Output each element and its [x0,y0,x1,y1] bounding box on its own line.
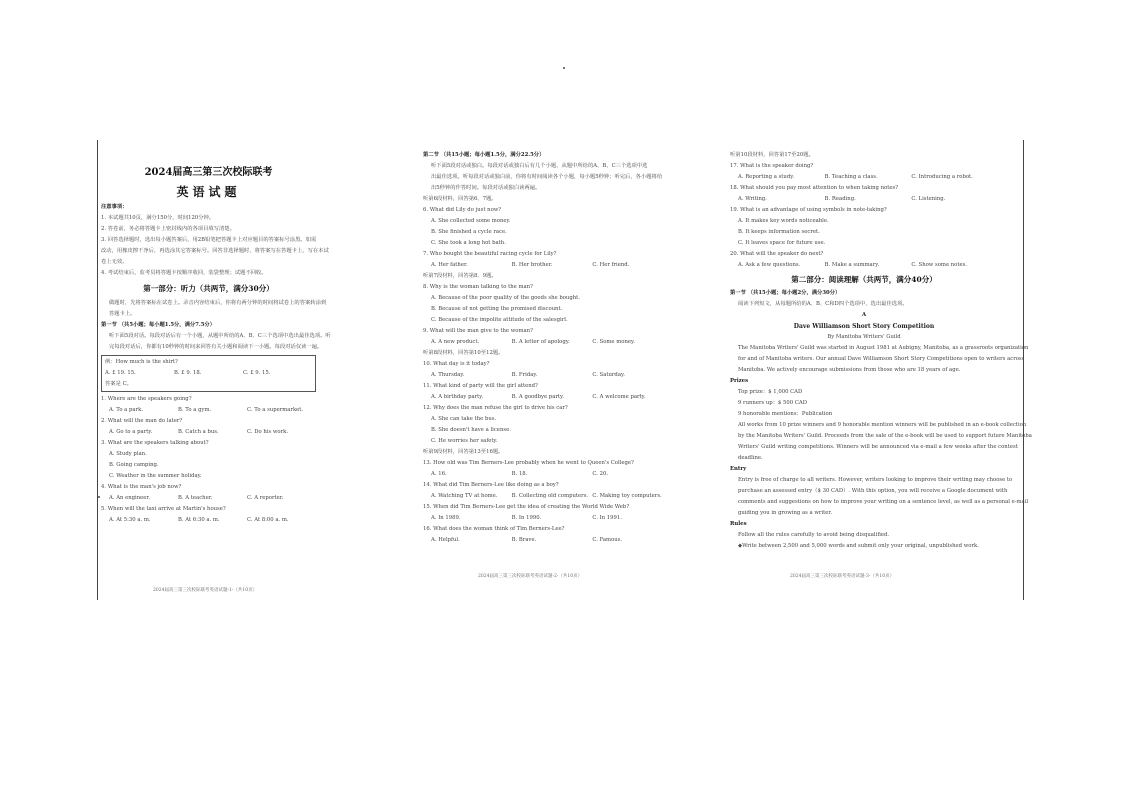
option-line: A. She collected some money. [431,218,511,224]
option-line: A. Study plan. [109,451,147,457]
question-text: 15. When did Tim Berners-Lee get the idea of creating the World Wide Web? [423,504,630,510]
option: C. Introducing a robot. [911,174,973,180]
question-text: 20. What will the speaker do next? [730,251,824,257]
page-footer: 2024届高三第三次校际联考英语试题-1-（共10页） [153,588,258,593]
example-box [101,355,316,392]
notice-line: 卷上无效。 [101,259,128,265]
option: C. 20. [592,471,608,477]
paragraph-line: The Manitoba Writers' Guild was started in August 1981 at Aubigny, Manitoba, as a grassroots organization [738,345,1029,351]
option: B. 18. [511,471,528,477]
question-list [423,194,673,546]
option: C. Saturday. [592,372,625,378]
question-text: 8. Why is the woman talking to the man? [423,284,533,290]
question-text: 14. What did Tim Berners-Lee like doing as a boy? [423,482,559,488]
rule-line: ◆Write between 2,500 and 5,000 words and submit only your original, unpublished work. [738,543,979,549]
passage-paragraph [730,343,1029,376]
option-line: C. Because of the impolite attitude of the salesgirl. [431,317,568,323]
intro-line: 出最佳选项。听每段对话或独白前，你将有时间阅读各个小题，每小题5秒钟；听完后，各小题将给 [431,174,663,180]
option-line: C. He worries her safety. [431,438,498,444]
option: C. Her friend. [592,262,630,268]
option-line: A. Because of the poor quality of the goods she bought. [431,295,580,301]
material-heading: 听第6段材料，回答第6、7题。 [423,196,497,202]
question-text: 11. What kind of party will the girl attend? [423,383,538,389]
page-column-3 [730,140,1032,610]
option: B. Reading. [824,196,856,202]
section2-heading: 第二节 （共15小题；每小题1.5分，满分22.5分） [423,152,545,158]
option: B. Make a summary. [824,262,880,268]
option-row [423,337,673,348]
prizes-heading: Prizes [730,378,749,384]
option: B. A letter of apology. [511,339,570,345]
rules-heading: Rules [730,521,747,527]
option-line: C. She took a long hot bath. [431,240,506,246]
option: A. Writing. [738,196,767,202]
section1-intro [101,331,331,353]
question-text: 18. What should you pay most attention to when taking notes? [730,185,899,191]
option: B. Friday. [511,372,538,378]
option: B. Teaching a class. [824,174,878,180]
option-line: B. She doesn't have a license. [431,427,511,433]
example-answer: 答案是 C。 [105,381,132,387]
option-row [423,513,673,524]
example-options [105,368,312,379]
part2-title: 第二部分：阅读理解（共两节，满分40分） [791,275,937,284]
question-list [730,150,998,271]
option-line: B. Because of not getting the promised discount. [431,306,563,312]
paragraph-line: comments and suggestions on how to improve your writing on a sentence level, as well as a personal e-mail [738,499,1029,505]
option-line: C. Weather in the summer holiday. [109,473,202,479]
intro-line: 完每段对话后，你都有10秒钟的时间来回答有关小题和阅读下一小题。每段对话仅读一遍。 [109,344,323,350]
option: B. Collecting old computers. [511,493,589,499]
option-row [101,515,316,526]
option-row [730,260,998,271]
option: A. A birthday party. [431,394,484,400]
option: B. A teacher. [178,495,213,501]
question-list [101,394,316,526]
option: B. Catch a bus. [178,429,219,435]
question-text: 4. What is the man's job now? [101,484,182,490]
option-row [101,493,316,504]
option: C. In 1991. [592,515,622,521]
option: A. Her father. [431,262,468,268]
option-line: A. She can take the bus. [431,416,497,422]
option: C. Show some notes. [911,262,968,268]
option-row [423,260,673,271]
passage-paragraph [730,420,1032,464]
notice-list [101,213,329,279]
passage-label: A [861,312,867,318]
option: C. To a supermarket. [247,407,304,413]
option: B. Her brother. [511,262,553,268]
passage-title: Dave Williamson Short Story Competition [793,323,935,330]
question-text: 12. Why does the man refuse the girl to drive his car? [423,405,568,411]
option: A. Watching TV at home. [431,493,498,499]
question-text: 2. What will the man do later? [101,418,183,424]
notice-line: 2. 答卷前，务必将答题卡上密封线内的各项目填写清楚。 [101,226,235,232]
page-column-1 [98,140,331,624]
paragraph-line: Manitoba. We actively encourage submissions from those who are 18 years of age. [738,367,961,373]
rule-line: Follow all the rules carefully to avoid being disqualified. [738,532,890,538]
option: A. A new product. [431,339,480,345]
option: B. To a gym. [178,407,212,413]
option-row [101,427,316,438]
material-heading: 听第8段材料，回答第10至12题。 [423,350,504,356]
material-heading: 听第10段材料，回答第17至20题。 [730,152,814,158]
scan-speck [563,67,565,69]
paragraph-line: All works from 10 prize winners and 9 honorable mention winners will be published in an e-book collection [738,422,1027,428]
passage-byline: By Manitoba Writers' Guild [827,334,901,340]
question-text: 7. Who bought the beautiful racing cycle for Lily? [423,251,557,257]
paragraph-line: guiding you in growing as a writer. [738,510,833,516]
paragraph-line: purchase an assessed entry（$ 30 CAD）. With this option, you will receive a Google document with [738,488,1008,494]
reading-section1-heading: 第一节 （共15小题；每小题2分，满分30分） [730,290,841,296]
paragraph-line: for and of Manitoba writers. Our annual Dave Williamson Short Story Competitions open to writers across [738,356,1025,362]
question-text: 5. When will the taxi arrive at Martin's house? [101,506,226,512]
option-line: A. It makes key words noticeable. [738,218,829,224]
option-row [423,469,673,480]
option-line: B. It keeps information secret. [738,229,820,235]
notice-line: 3. 回答选择题时，选出每小题答案后，用2B铅笔把答题卡上对应题目的答案标号涂黑。如需 [101,237,317,243]
reading-intro: 阅读下列短文，从每题所给的A、B、C和D四个选项中，选出最佳选项。 [738,301,908,307]
option: A. Helpful. [431,537,460,543]
option: A. In 1989. [431,515,461,521]
part1-intro [101,298,327,320]
option: A. Thursday. [431,372,465,378]
option: C. Do his work. [247,429,289,435]
section2-intro [423,161,673,194]
question-text: 17. What is the speaker doing? [730,163,814,169]
page-column-2 [423,140,673,610]
option: A. Go to a party. [109,429,153,435]
question-text: 10. What day is it today? [423,361,490,367]
prize-line: 9 honorable mentions：Publication [738,411,833,417]
exam-title: 2024届高三第三次校际联考 [144,167,273,178]
material-heading: 听第7段材料，回答第8、9题。 [423,273,497,279]
question-text: 19. What is an advantage of using symbols in note-taking? [730,207,887,213]
notice-line: 4. 考试结束后，监考员将答题卡按顺序收回，装袋整理；试题不回收。 [101,270,267,276]
question-text: 13. How old was Tim Berners-Lee probably when he went to Queen's College? [423,460,634,466]
part1-title: 第一部分：听力（共两节，满分30分） [143,284,274,293]
option-row [101,405,316,416]
option: A. Reporting a study. [738,174,795,180]
option-row [423,370,673,381]
option: A. At 5:30 a. m. [109,517,151,523]
intro-line: 听下面5段对话或独白。每段对话或独白后有几个小题，从题中所给的A、B、C三个选项中选 [431,163,648,169]
option: C. At 8:00 a. m. [247,517,289,523]
intro-line: 做题时，先将答案标在试卷上。录音内容结束后，你将有两分钟的时间将试卷上的答案转涂到 [109,300,327,306]
prizes-list [730,387,998,420]
paragraph-line: Entry is free of charge to all writers. However, writers looking to improve their writing may choose to [738,477,1013,483]
option: C. Making toy computers. [592,493,662,499]
option: C. A reporter. [247,495,284,501]
option: B. Brave. [511,537,537,543]
option-line: B. Going camping. [109,462,159,468]
material-heading: 听第9段材料，回答第13至16题。 [423,449,504,455]
subject-title: 英语试题 [176,185,241,199]
question-text: 6. What did Lily do just now? [423,207,502,213]
entry-heading: Entry [730,466,747,472]
question-text: 9. What will the man give to the woman? [423,328,533,334]
paragraph-line: by the Manitoba Writers' Guild. Proceeds from the sale of the e-book will be used to support future Manitoba [738,433,1032,439]
notice-heading: 注意事项： [101,204,128,210]
rules-list [730,530,998,552]
option-row [423,392,673,403]
question-text: 3. What are the speakers talking about? [101,440,209,446]
question-text: 1. Where are the speakers going? [101,396,192,402]
option: C. A welcome party. [592,394,646,400]
prize-line: 9 runners up：$ 500 CAD [738,400,807,406]
page-footer: 2024届高三第三次校际联考英语试题-2-（共10页） [478,574,583,579]
section1-heading: 第一节 （共5小题；每小题1.5分，满分7.5分） [101,322,216,328]
exam-sheet [97,140,1032,600]
example-option: C. £ 9. 15. [243,370,271,376]
example-question: 例：How much is the shirt? [105,359,178,365]
intro-line: 答题卡上。 [109,311,136,317]
paragraph-line: Writers' Guild writing competitions. Winners will be announced via e-mail a few weeks after the contest [738,444,1018,450]
notice-line: 1. 本试题共10页，满分150分，时间120分钟。 [101,215,215,221]
prize-line: Top prize：$ 1,000 CAD [738,389,803,395]
option-line: C. It leaves space for future use. [738,240,826,246]
option: B. At 6:30 a. m. [178,517,220,523]
intro-line: 出5秒钟的作答时间。每段对话或独白读两遍。 [431,185,541,191]
option: A. To a park. [109,407,144,413]
option: B. A goodbye party. [511,394,564,400]
option-line: B. She finished a cycle race. [431,229,507,235]
option: A. Ask a few questions. [738,262,801,268]
question-text: 16. What does the woman think of Tim Berners-Lee? [423,526,565,532]
option-row [730,194,998,205]
option: C. Famous. [592,537,623,543]
page-footer: 2024届高三第三次校际联考英语试题-3-（共10页） [790,574,895,579]
option: A. 16. [431,471,447,477]
example-option: B. £ 9. 18. [174,370,202,376]
option: A. An engineer. [109,495,151,501]
intro-line: 听下面5段对话。每段对话后有一个小题，从题中所给的A、B、C三个选项中选出最佳选项。听 [109,333,331,339]
example-option: A. £ 19. 15. [105,370,136,376]
option: C. Some money. [592,339,635,345]
option-row [423,491,673,502]
option-row [423,535,673,546]
paragraph-line: deadline. [738,455,763,461]
option: C. Listening. [911,196,946,202]
passage-paragraph [730,475,1029,519]
option: B. In 1990. [511,515,542,521]
notice-line: 改动，用橡皮擦干净后，再选涂其它答案标号。回答非选择题时，将答案写在答题卡上，写在本试 [101,248,329,254]
option-row [730,172,998,183]
